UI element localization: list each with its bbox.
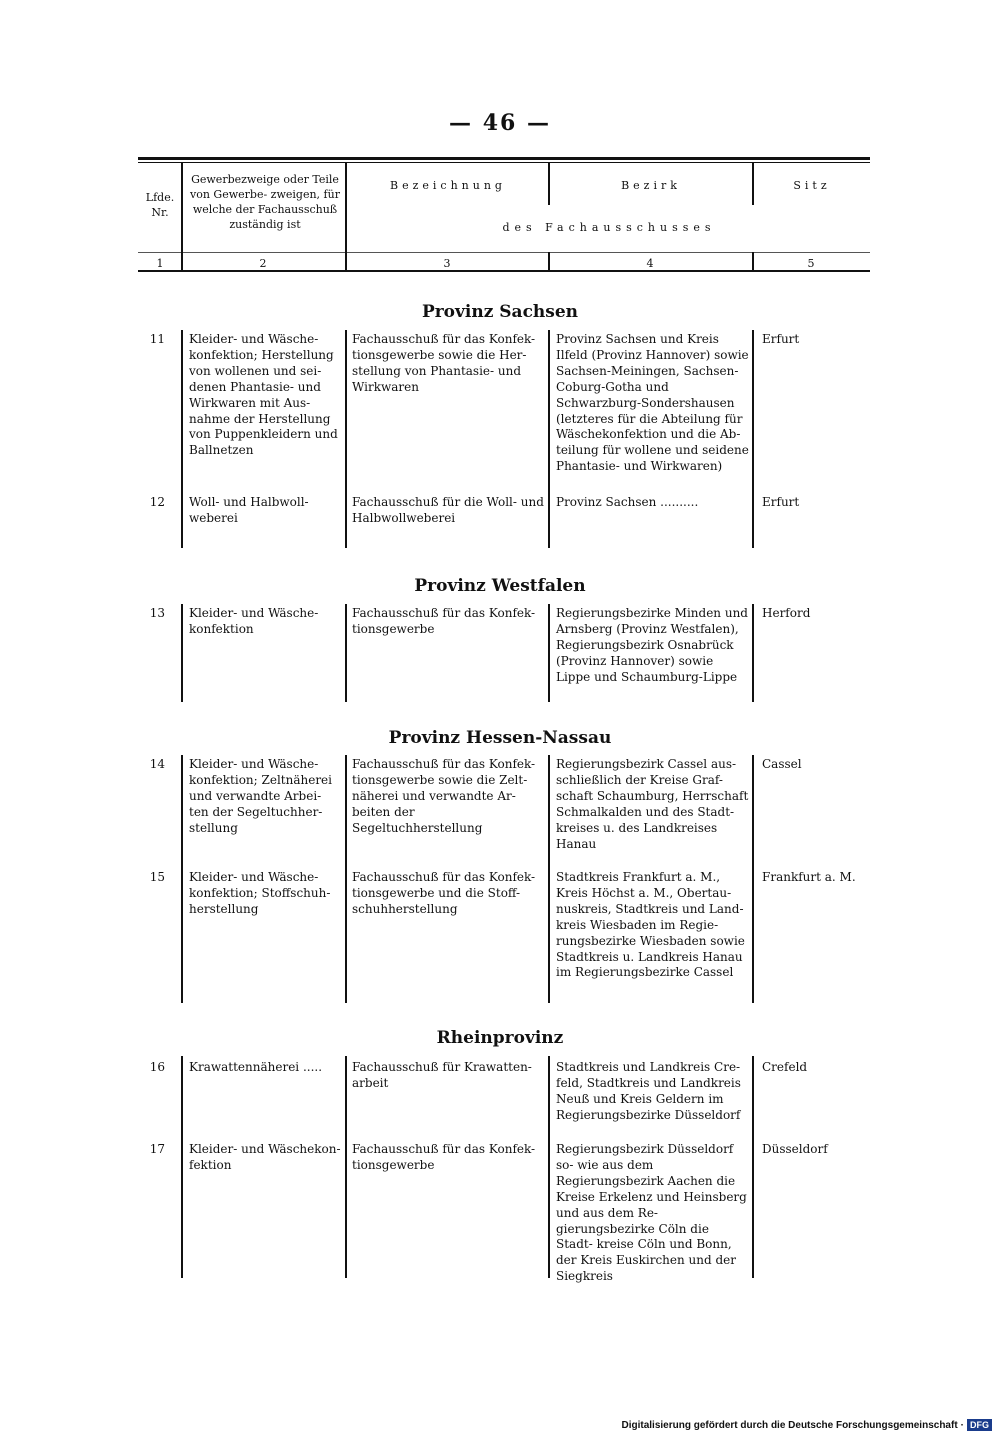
row-number: 11 xyxy=(149,332,165,346)
branch-cell: Kleider- und Wäsche- konfektion; Stoffschuh- herstellung xyxy=(189,870,331,916)
row-number: 14 xyxy=(149,757,165,771)
header-n3: 3 xyxy=(443,257,451,270)
header-top-rule xyxy=(138,157,870,160)
row-number: 12 xyxy=(149,495,165,509)
page-number: — 46 — xyxy=(449,110,551,136)
committee-name-cell: Fachausschuß für die Woll- und Halbwollweberei xyxy=(352,495,544,525)
province-heading: Rheinprovinz xyxy=(436,1028,564,1048)
header-col4: Bezirk xyxy=(621,179,681,192)
body-divider xyxy=(752,604,754,702)
committee-name-cell: Fachausschuß für das Konfek- tionsgewerbe xyxy=(352,606,536,636)
row-number: 17 xyxy=(149,1142,165,1156)
body-divider xyxy=(752,330,754,548)
branch-cell: Krawattennäherei ..... xyxy=(189,1060,323,1074)
seat-cell: Crefeld xyxy=(762,1060,808,1074)
body-divider xyxy=(181,755,183,1003)
district-cell: Regierungsbezirke Minden und Arnsberg (Provinz Westfalen), Regierungsbezirk Osnabrück (Provinz Hannover) sowie Lippe und Schaumburg-Lippe xyxy=(556,606,748,684)
seat-cell: Düsseldorf xyxy=(762,1142,828,1156)
seat-cell: Frankfurt a. M. xyxy=(762,870,856,884)
district-cell: Provinz Sachsen und Kreis Ilfeld (Provinz Hannover) sowie Sachsen-Meiningen, Sachsen-Coburg-Gotha und Schwarzburg-Sondershausen (letzteres für die Abteilung für Wäschekonfektion und die Ab- teilung für wollene und seidene Phantasie- und Wirkwaren) xyxy=(556,332,749,474)
committee-name-cell: Fachausschuß für Krawatten- arbeit xyxy=(352,1060,532,1090)
row-number: 15 xyxy=(149,870,165,884)
district-cell: Stadtkreis Frankfurt a. M., Kreis Höchst a. M., Obertau- nuskreis, Stadtkreis und Land- kreis Wiesbaden im Regie- rungsbezirke Wiesbaden sowie Stadtkreis u. Landkreis Hanau im Regierungsbezirke Cassel xyxy=(556,870,745,980)
footer-text: Digitalisierung gefördert durch die Deutsche Forschungsgemeinschaft xyxy=(621,1419,958,1431)
branch-cell: Woll- und Halbwoll- weberei xyxy=(189,495,309,525)
committee-name-cell: Fachausschuß für das Konfek- tionsgewerbe xyxy=(352,1142,536,1172)
seat-cell: Erfurt xyxy=(762,495,800,509)
branch-cell: Kleider- und Wäschekon- fektion xyxy=(189,1142,341,1172)
body-divider xyxy=(548,604,550,702)
body-divider xyxy=(548,330,550,548)
body-divider xyxy=(345,604,347,702)
province-heading: Provinz Hessen-Nassau xyxy=(388,728,612,748)
province-heading: Provinz Sachsen xyxy=(421,302,579,322)
committee-name-cell: Fachausschuß für das Konfek- tionsgewerbe sowie die Zelt- näherei und verwandte Ar- beiten der Segeltuchherstellung xyxy=(352,757,536,835)
body-divider xyxy=(548,755,550,1003)
branch-cell: Kleider- und Wäsche- konfektion; Herstellung von wollenen und sei- denen Phantasie- und Wirkwaren mit Aus- nahme der Herstellung von Puppenkleidern und Ballnetzen xyxy=(189,332,338,458)
district-cell: Stadtkreis und Landkreis Cre- feld, Stadtkreis und Landkreis Neuß und Kreis Geldern im Regierungsbezirke Düsseldorf xyxy=(556,1060,741,1122)
header-divider-3 xyxy=(548,163,550,205)
header-divider-2 xyxy=(345,163,347,271)
header-divider-1 xyxy=(181,163,183,271)
seat-cell: Erfurt xyxy=(762,332,800,346)
digitization-footer: Digitalisierung gefördert durch die Deutsche Forschungsgemeinschaft · DFG xyxy=(621,1419,992,1431)
header-n5: 5 xyxy=(807,257,815,270)
body-divider xyxy=(752,1056,754,1278)
body-divider xyxy=(181,330,183,548)
committee-name-cell: Fachausschuß für das Konfek- tionsgewerbe und die Stoff- schuhherstellung xyxy=(352,870,536,916)
row-number: 16 xyxy=(149,1060,165,1074)
seat-cell: Cassel xyxy=(762,757,802,771)
committee-name-cell: Fachausschuß für das Konfek- tionsgewerbe sowie die Her- stellung von Phantasie- und Wirkwaren xyxy=(352,332,536,394)
district-cell: Provinz Sachsen .......... xyxy=(556,495,699,509)
body-divider xyxy=(752,755,754,1003)
dfg-logo-icon: DFG xyxy=(967,1419,992,1431)
branch-cell: Kleider- und Wäsche- konfektion; Zeltnäherei und verwandte Arbei- ten der Segeltuchher- stellung xyxy=(189,757,332,835)
header-n2: 2 xyxy=(259,257,267,270)
branch-cell: Kleider- und Wäsche- konfektion xyxy=(189,606,319,636)
body-divider xyxy=(548,1056,550,1278)
body-divider xyxy=(345,330,347,548)
header-span: des Fachausschusses xyxy=(502,221,716,234)
district-cell: Regierungsbezirk Cassel aus- schließlich der Kreise Graf- schaft Schaumburg, Herrschaft Schmalkalden und des Stadt- kreises u. des Landkreises Hanau xyxy=(556,757,749,851)
header-col2: Gewerbezweige oder Teile von Gewerbe- zweigen, für welche der Fachausschuß zuständig ist xyxy=(190,173,340,231)
body-divider xyxy=(345,1056,347,1278)
province-heading: Provinz Westfalen xyxy=(414,576,586,596)
header-col5: Sitz xyxy=(793,179,831,192)
header-col1: Lfde. Nr. xyxy=(145,191,175,219)
header-n1: 1 xyxy=(156,257,164,270)
body-divider xyxy=(345,755,347,1003)
header-col3: Bezeichnung xyxy=(390,179,506,192)
header-mid-rule xyxy=(138,252,870,253)
row-number: 13 xyxy=(149,606,165,620)
seat-cell: Herford xyxy=(762,606,811,620)
district-cell: Regierungsbezirk Düsseldorf so- wie aus dem Regierungsbezirk Aachen die Kreise Erkelenz und Heinsberg und aus dem Re- gierungsbezirke Cöln die Stadt- kreise Cöln und Bonn, der Kreis Euskirchen und der Siegkreis xyxy=(556,1142,747,1284)
header-n4: 4 xyxy=(646,257,654,270)
body-divider xyxy=(181,1056,183,1278)
header-top-rule-thin xyxy=(138,162,870,163)
header-divider-4 xyxy=(752,163,754,205)
body-divider xyxy=(181,604,183,702)
